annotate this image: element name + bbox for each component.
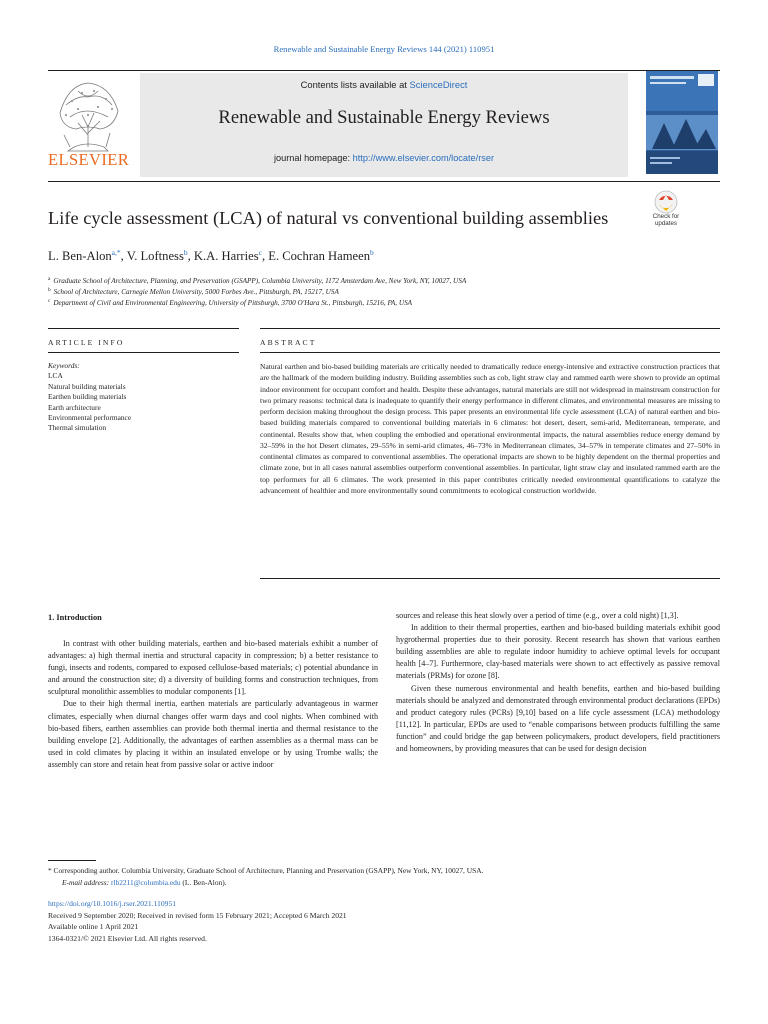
author-separator: , (261, 249, 269, 263)
body-column-right (396, 610, 720, 755)
affiliation-c-text: Department of Civil and Environmental Engineering, University of Pittsburgh, 3700 O'Hara St., Pittsburgh, 15216, PA, USA (53, 299, 413, 307)
author-4[interactable] (268, 249, 374, 263)
top-rule (48, 70, 720, 71)
abstract-text: Natural earthen and bio-based building materials are critically needed to dramatically reduce energy-intensive and extractive construction practices that are the hallmark of the modern building industry. Building assemblies such as cob, light straw clay and rammed earth were shown to provide an optimal indoor environment for occupant comfort and health. Despite these advantages, natural materials are still not widespread in mainstream construction for two primary reasons: technical data is inadequate to quantify their energy performance in different climates, and environmental measures are missing to perform decision making throughout the design process. This paper presents an environmental life cycle assessment (LCA) of natural earthen and bio-based building materials compared to conventional building materials in 6 climates: hot desert, desert, semi-arid, Mediterranean, temperate, and continental. Results show that, when coupling the embodied and operational environmental impacts, the natural assemblies reduce energy demand by 32–59% in the hot Desert climates, 29–55% in semi-arid climates, 46–73% in Mediterranean climates, 34–57% in temperate climates and 27–50% in continental climates as compared to conventional assemblies. The operational impacts are shown to be highly dependent on the thermal properties and climate zone, but in all cases natural assemblies outperform conventional assemblies. In particular, light straw clay and insulated rammed earth are the top performers for all 6 climates. The work presented in this paper contributes critically needed environmental quantifications to catalyze the advancement of healthier and more environmentally sound commitments to ecological construction worldwide. (260, 362, 720, 495)
available-online: Available online 1 April 2021 (48, 922, 139, 932)
article-info-heading: ARTICLE INFO (48, 338, 125, 347)
journal-title: Renewable and Sustainable Energy Reviews (218, 107, 550, 128)
keyword-item: Natural building materials (48, 381, 126, 391)
doi-link[interactable]: https://doi.org/10.1016/j.rser.2021.110951 (48, 899, 177, 908)
copyright-line: 1364-0321/© 2021 Elsevier Ltd. All rights reserved. (48, 933, 207, 943)
masthead-rule (48, 181, 720, 182)
running-head: Renewable and Sustainable Energy Reviews 144 (2021) 110951 (273, 44, 495, 54)
body-column-left (48, 638, 378, 771)
author-4-name: E. Cochran Hameen (268, 249, 371, 263)
author-4-affil-sup[interactable]: b (370, 248, 374, 257)
body-paragraph: In addition to their thermal properties, earthen and bio-based building materials exhibit good hygrothermal properties due to their porosity. Recent research has shown that various earthen building assemblies are able to regulate indoor humidity to achieve optimal levels for occupant health [4–7]. Furthermore, clay-based materials were shown to act effectively as passive removal materials (PRMs) for ozone [8]. (396, 623, 720, 681)
homepage-prefix: journal homepage: (273, 153, 353, 163)
check-for-updates-label[interactable] (640, 213, 692, 227)
article-meta (48, 898, 347, 944)
footnote-rule (48, 860, 96, 861)
keyword-item: Thermal simulation (48, 423, 107, 433)
author-3-name: K.A. Harries (193, 249, 259, 263)
corresponding-author-note: * Corresponding author. Columbia University, Graduate School of Architecture, Planning and Preservation (GSAPP), New York, NY, 10027, USA. (48, 866, 484, 875)
affiliation-b-text: School of Architecture, Carnegie Mellon University, 5000 Forbes Ave., Pittsburgh, PA, 15217, USA (53, 288, 339, 296)
keywords-rule (48, 352, 239, 353)
journal-homepage-link[interactable]: http://www.elsevier.com/locate/rser (352, 153, 495, 163)
badge-line-2: updates (654, 220, 678, 227)
email-link[interactable]: rlb2211@columbia.edu (111, 878, 181, 887)
article-title: Life cycle assessment (LCA) of natural vs conventional building assemblies (48, 208, 609, 228)
contents-prefix: Contents lists available at (300, 79, 410, 90)
affiliation-c-sup: c (48, 298, 51, 304)
body-paragraph: Given these numerous environmental and health benefits, earthen and bio-based building materials should be analyzed and demonstrated through environmental product declarations (EPDs) and product category rules (PCRs) [9,10] based on a life cycle assessment (LCA) methodology [11,12]. In particular, EPDs are used to “enable comparisons between products fulfilling the same function” and could bridge the gap between policymakers, product developers, field practitioners and homeowners, by providing measures that can be used for design decision (396, 683, 720, 754)
author-3-affil-sup[interactable]: c (258, 248, 262, 257)
journal-cover-image (646, 71, 718, 174)
keyword-item: Earthen building materials (48, 392, 127, 402)
email-label: E-mail address: (62, 878, 111, 887)
abstract-heading: ABSTRACT (260, 338, 317, 347)
abstract-rule (260, 352, 720, 353)
author-separator: , (120, 249, 127, 263)
author-2-affil-sup[interactable]: b (183, 248, 188, 257)
affiliation-c (48, 297, 412, 308)
affiliation-b-sup: b (48, 287, 51, 293)
elsevier-wordmark: ELSEVIER (48, 150, 130, 169)
keywords-block (48, 361, 131, 434)
author-list (48, 248, 374, 264)
author-1-affil-sup[interactable]: a,* (111, 248, 121, 257)
footnote (48, 865, 720, 889)
affiliation-a-sup: a (48, 276, 51, 282)
affiliation-a-text: Graduate School of Architecture, Planning, and Preservation (GSAPP), Columbia University, 1172 Amsterdam Ave, New York, NY, 10027, USA (53, 277, 467, 285)
homepage-line (140, 153, 628, 163)
body-paragraph: In contrast with other building materials, earthen and bio-based materials exhibit a number of advantages: a) high thermal inertia and structural capacity in compression; b) a better resistance to fungi, insects and rodents, compared to exposed cellulose-based materials; c) potential abundance in and around the construction site; d) a diversity of building forms and construction techniques, from sculptural monolithic assemblies to modular components [1]. (48, 639, 378, 697)
author-2[interactable] (127, 249, 188, 263)
received-dates: Received 9 September 2020; Received in revised form 15 February 2021; Accepted 6 March 2021 (48, 910, 347, 920)
body-paragraph: Due to their high thermal inertia, earthen materials are particularly advantageous in warmer climates, especially when diurnal changes offer warm days and cool nights. When combined with bio-based fibers, earthen assemblies can provide both thermal inertia and thermal resistance to the building envelope [2]. Additionally, the advantages of earthen assemblies as a thermal mass can be used in cold climates by placing it within an insulated envelope or by using Trombe walls; the assembly can store and retain heat from passive solar or active indoor (48, 699, 378, 769)
article-info-top-rule (48, 328, 239, 329)
badge-line-1: Check for (652, 213, 680, 220)
author-3[interactable] (194, 249, 262, 263)
author-2-name: V. Loftness (126, 249, 184, 263)
contents-line (140, 79, 628, 90)
email-suffix: (L. Ben-Alon). (180, 878, 227, 887)
abstract-top-rule (260, 328, 720, 329)
author-separator: , (187, 249, 194, 263)
affiliation-a (48, 275, 466, 286)
keyword-item: LCA (48, 371, 63, 381)
keyword-item: Environmental performance (48, 413, 132, 423)
keywords-label: Keywords: (48, 361, 80, 370)
abstract-bottom-rule (260, 578, 720, 579)
body-paragraph-continuation: sources and release this heat slowly over a period of time (e.g., over a cold night) [1,3]. (396, 611, 679, 620)
author-1[interactable] (48, 249, 121, 263)
keyword-item: Earth architecture (48, 402, 101, 412)
email-line (48, 877, 720, 889)
affiliation-b (48, 286, 339, 297)
sciencedirect-link[interactable]: ScienceDirect (409, 79, 468, 90)
section-heading-introduction: 1. Introduction (48, 613, 102, 622)
author-1-name: L. Ben-Alon (48, 249, 112, 263)
